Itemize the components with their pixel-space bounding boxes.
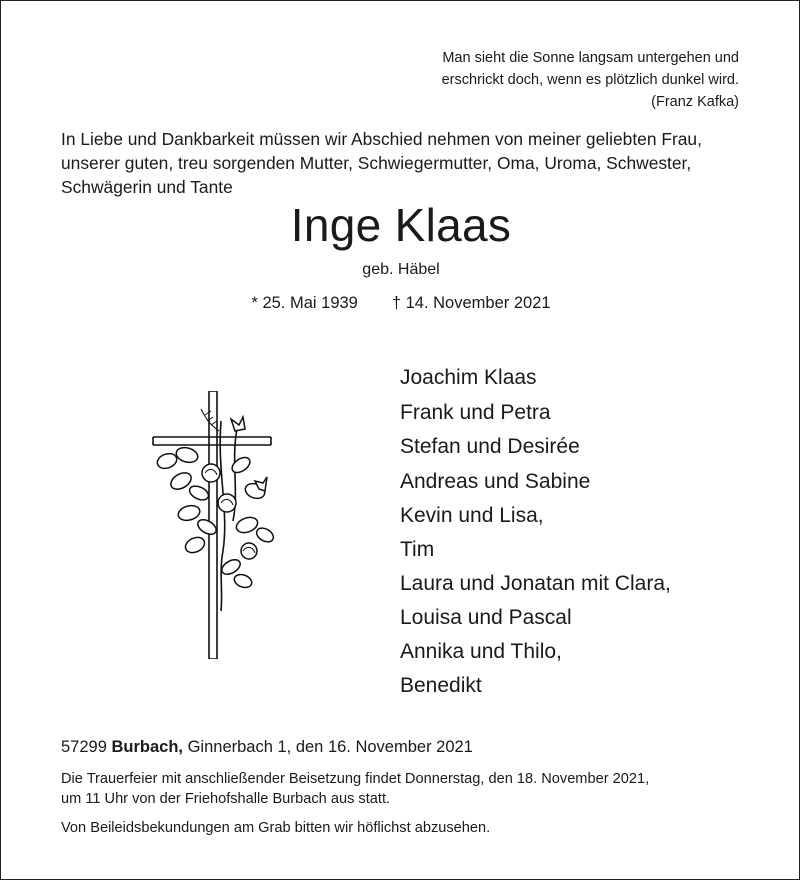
death-date: † 14. November 2021 [391, 294, 551, 312]
birth-date: * 25. Mai 1939 [251, 294, 358, 312]
family-entry [400, 430, 671, 464]
family-entry [400, 361, 671, 395]
intro-line-2: unserer guten, treu sorgenden Mutter, Schwiegermutter, Oma, Uroma, Schwester, [61, 153, 692, 173]
family-line: Kevin und Lisa, [400, 504, 544, 527]
quote-line-1: Man sieht die Sonne langsam untergehen und [442, 50, 739, 66]
town-name: Burbach, [111, 738, 183, 756]
family-line: Benedikt [400, 673, 482, 697]
funeral-line-2: um 11 Uhr von der Friehofshalle Burbach aus statt. [61, 791, 391, 807]
place-and-date [61, 738, 473, 757]
intro-line-3: Schwägerin und Tante [61, 177, 233, 197]
family-line: Andreas und Sabine [400, 469, 591, 493]
family-line: Tim [400, 537, 435, 561]
zip-code: 57299 [61, 738, 107, 756]
birth-name: geb. Häbel [362, 261, 440, 278]
family-entry [400, 396, 671, 430]
family-entry [400, 567, 671, 634]
family-line: Stefan und Desirée [400, 435, 580, 458]
quote-author: (Franz Kafka) [651, 94, 739, 110]
quote-line-2: erschrickt doch, wenn es plötzlich dunkel wird. [441, 72, 739, 88]
funeral-notice [61, 769, 761, 809]
life-dates [1, 294, 800, 313]
family-line: Laura und Jonatan mit Clara, [400, 572, 671, 595]
family-entry [400, 499, 671, 566]
family-line: Louisa und Pascal [400, 605, 572, 629]
cross-with-roses-icon [147, 391, 281, 659]
family-entry [400, 465, 671, 499]
family-line: Joachim Klaas [400, 366, 537, 389]
family-entry [400, 635, 671, 702]
family-line: Frank und Petra [400, 400, 551, 424]
kafka-quote [379, 47, 739, 113]
funeral-line-1: Die Trauerfeier mit anschließender Beisetzung findet Donnerstag, den 18. November 2021, [61, 771, 650, 787]
family-line: Annika und Thilo, [400, 640, 562, 663]
intro-line-1: In Liebe und Dankbarkeit müssen wir Abschied nehmen von meiner geliebten Frau, [61, 129, 702, 149]
address-date: Ginnerbach 1, den 16. November 2021 [187, 738, 473, 756]
condolence-note: Von Beileidsbekundungen am Grab bitten wir höflichst abzusehen. [61, 820, 491, 836]
deceased-name: Inge Klaas [290, 199, 512, 251]
family-list [400, 361, 671, 703]
intro-text [61, 127, 761, 199]
